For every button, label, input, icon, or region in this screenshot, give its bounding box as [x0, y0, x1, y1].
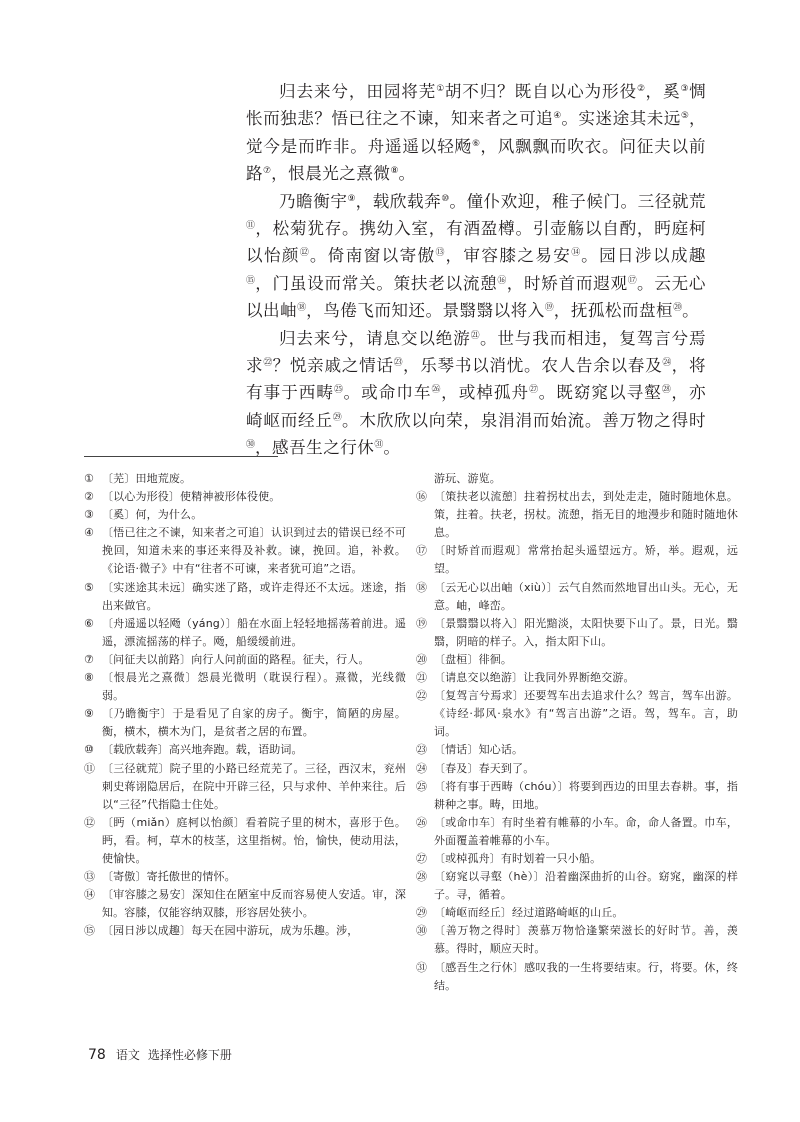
- footnote-marker: ⑤: [680, 111, 689, 122]
- footnote-text: 〔寄傲〕寄托傲世的情怀。: [102, 870, 236, 884]
- footnote-number: ⑥: [84, 616, 95, 630]
- text-segment: ，风飘飘而吹衣。问征夫以前路: [246, 136, 706, 184]
- text-segment: ，审容膝之易安: [445, 246, 572, 266]
- footnote-number: ⑯: [416, 490, 428, 504]
- footnote-number: ⑩: [84, 743, 95, 757]
- footnote-marker: ㉚: [246, 440, 256, 451]
- text-segment: 。: [682, 301, 700, 321]
- text-segment: 归去来兮，田园将芜: [279, 82, 437, 101]
- page-number: 78: [88, 1047, 106, 1063]
- footnote-item: [416, 542, 738, 578]
- footnote-item: [416, 814, 738, 850]
- footnote-marker: ㉑: [470, 330, 480, 341]
- footnote-number: ㉕: [416, 779, 428, 793]
- footnote-item: [416, 868, 738, 904]
- footnote-marker: ⑦: [263, 166, 272, 177]
- page-footer: [88, 1046, 232, 1063]
- footnote-marker: ㉙: [332, 412, 343, 423]
- paragraph-2: [246, 188, 706, 325]
- footnote-marker: ①: [436, 84, 445, 94]
- footnote-item: [84, 741, 406, 759]
- footnote-number: ㉗: [416, 851, 428, 865]
- footnote-marker: ⑧: [390, 166, 399, 177]
- footnote-marker: ⑰: [627, 275, 638, 286]
- footnote-text: 〔舟遥遥以轻飏（yáng）〕船在水面上轻轻地摇荡着前进。遥遥，漂流摇荡的样子。飏，船缓缓前进。: [102, 616, 406, 648]
- text-segment: ，奚: [645, 82, 681, 101]
- footnote-number: ⑭: [84, 888, 96, 902]
- text-segment: 。既窈窕以寻壑: [538, 383, 662, 403]
- text-segment: 。僮仆欢迎，稚子候门。三径就荒: [449, 191, 706, 211]
- footnote-divider: [84, 456, 278, 457]
- footnote-marker: ⑭: [571, 248, 582, 259]
- footnote-item: [416, 760, 738, 778]
- footnote-item: [416, 904, 738, 922]
- footnote-text: 〔云无心以出岫（xiù）〕云气自然而然地冒出山头。无心，无意。岫，峰峦。: [434, 580, 738, 612]
- footnote-number: ㉛: [416, 960, 428, 974]
- footnote-item: [84, 814, 406, 868]
- footnote-marker: ㉗: [529, 385, 539, 396]
- footnote-number: ④: [84, 526, 95, 540]
- text-segment: ，或棹孤舟: [441, 383, 530, 403]
- footnote-marker: ③: [680, 84, 689, 94]
- footnote-number: ㉙: [416, 906, 428, 920]
- footnote-number: ⑮: [84, 924, 96, 938]
- footnote-number: ⑲: [416, 616, 428, 630]
- footnote-marker: ⑫: [299, 248, 310, 259]
- footnote-item: [84, 705, 406, 741]
- footnote-text: 〔眄（miǎn）庭柯以怡颜〕看着院子里的树木，喜形于色。眄，看。柯，草木的枝茎，这里指树。怡，愉快，使动用法，使愉快。: [102, 815, 406, 865]
- footnote-item: [416, 959, 738, 995]
- footnote-marker: ㉓: [393, 358, 403, 369]
- footnote-item: [84, 579, 406, 615]
- footnote-item: [416, 579, 738, 615]
- footnote-number: ①: [84, 472, 95, 485]
- footnote-number: ㉚: [416, 924, 428, 938]
- footnote-text: 〔以心为形役〕使精神被形体役使。: [102, 490, 281, 504]
- footnote-item: [84, 651, 406, 669]
- footnote-item: [416, 850, 738, 868]
- footnote-number: ㉓: [416, 743, 428, 757]
- footnote-number: ⑰: [416, 544, 428, 558]
- footnote-text: 〔问征夫以前路〕向行人问前面的路程。征夫，行人。: [102, 652, 370, 666]
- footnote-number: ㉑: [416, 671, 428, 685]
- text-segment: 。园日涉以成趣: [581, 246, 706, 266]
- footnote-marker: ⑯: [497, 275, 507, 286]
- text-segment: 惆怅而独悲？悟已往之不谏，知来者之可追: [246, 82, 706, 129]
- footnote-marker: ㉒: [263, 358, 273, 369]
- text-segment: 。或命巾车: [343, 383, 432, 403]
- footnote-number: ⑬: [84, 870, 96, 884]
- footnote-item: [416, 778, 738, 814]
- footnote-number: ㉒: [416, 689, 428, 703]
- footnote-text: 〔将有事于西畴（chóu）〕将要到西边的田里去春耕。事，指耕种之事。畴，田地。: [434, 779, 738, 811]
- footnote-text: 〔三径就荒〕院子里的小路已经荒芜了。三径，西汉末，兖州刺史蒋诩隐居后，在院中开辟三径，只与求仲、羊仲来往。后以“三径”代指隐士住处。: [102, 761, 406, 811]
- footnote-item: [84, 886, 406, 922]
- footnote-item: [84, 922, 406, 940]
- footnote-text: 〔乃瞻衡宇〕于是看见了自家的房子。衡宇，简陋的房屋。衡，横木，横木为门，是贫者之居的布置。: [102, 707, 406, 739]
- footnote-text: 〔恨晨光之熹微〕怨晨光微明（耽误行程）。熹微，光线微弱。: [102, 671, 406, 703]
- text-segment: ，觉今是而昨非。舟遥遥以轻飏: [246, 109, 706, 156]
- text-segment: ，亦崎岖而经丘: [246, 383, 707, 430]
- footnote-text: 〔载欣载奔〕高兴地奔跑。载，语助词。: [102, 743, 303, 757]
- text-segment: ？悦亲戚之情话: [272, 356, 394, 376]
- text-segment: 。: [383, 438, 401, 458]
- text-segment: ，时矫首而遐观: [506, 273, 628, 293]
- footnote-text: 〔或棹孤舟〕有时划着一只小船。: [434, 851, 602, 865]
- footnote-marker: ㉕: [333, 385, 344, 396]
- text-segment: 胡不归？既自以心为形役: [444, 82, 637, 101]
- footnote-marker: ㉔: [662, 358, 672, 369]
- footnotes-right-column: [416, 470, 738, 995]
- footnote-number: ㉔: [416, 761, 428, 775]
- footnote-marker: ⑮: [246, 275, 256, 286]
- footnote-number: ㉖: [416, 815, 428, 829]
- footnote-text: 〔奚〕何，为什么。: [102, 508, 203, 522]
- subject-label: 语文: [115, 1048, 140, 1062]
- footnote-number: ⑦: [84, 652, 95, 666]
- text-segment: 。: [398, 164, 416, 184]
- text-segment: 。倚南窗以寄傲: [309, 246, 436, 266]
- paragraph-1: [246, 78, 706, 188]
- footnote-item: [84, 760, 406, 814]
- footnote-item: [416, 488, 738, 542]
- text-segment: ，感吾生之行休: [255, 438, 375, 458]
- footnote-text: 〔情话〕知心话。: [434, 743, 524, 757]
- footnote-text: 〔善万物之得时〕羡慕万物恰逢繁荣滋长的好时节。善，羡慕。得时，顺应天时。: [434, 924, 738, 956]
- footnote-text: 〔复驾言兮焉求〕还要驾车出去追求什么？驾言，驾车出游。《诗经·邶风·泉水》有“驾言出游”之语。驾，驾车。言，助词。: [434, 689, 738, 739]
- text-segment: 。云无心以出岫: [246, 273, 706, 321]
- footnote-marker: ⑱: [297, 303, 307, 314]
- text-segment: ，载欣载奔: [355, 191, 442, 211]
- footnote-item: [416, 651, 738, 669]
- book-title: 选择性必修下册: [147, 1048, 232, 1062]
- main-text: [246, 78, 706, 462]
- footnote-number: ⑱: [416, 580, 428, 594]
- footnote-number: ⑨: [84, 707, 95, 721]
- footnote-item: [84, 524, 406, 578]
- text-segment: ，乐琴书以消忧。农人告余以春及: [402, 356, 663, 376]
- footnote-number: ㉘: [416, 870, 428, 884]
- footnote-marker: ②: [636, 84, 646, 94]
- footnote-number: ⑳: [416, 652, 428, 666]
- footnote-marker: ㉖: [431, 385, 442, 396]
- footnote-marker: ④: [553, 111, 562, 122]
- footnote-item: [416, 741, 738, 759]
- footnote-item: [416, 615, 738, 651]
- footnote-number: ③: [84, 508, 95, 522]
- footnote-continuation: 游玩、游览。: [434, 472, 501, 485]
- text-segment: ，恨晨光之熹微: [271, 164, 391, 184]
- footnote-text: 〔芜〕田地荒废。: [102, 472, 192, 485]
- footnote-marker: ㉘: [661, 385, 672, 396]
- text-segment: ，鸟倦飞而知还。景翳翳以将入: [306, 301, 545, 321]
- footnote-text: 〔审容膝之易安〕深知住在陋室中反而容易使人安适。审，深知。容膝，仅能容纳双膝，形容居处狭小。: [102, 888, 406, 920]
- footnote-marker: ⑳: [673, 303, 683, 314]
- footnote-text: 〔崎岖而经丘〕经过道路崎岖的山丘。: [434, 906, 624, 920]
- footnotes-left-column: [84, 470, 406, 940]
- footnote-item: [84, 615, 406, 651]
- text-segment: 。世与我而相违，复驾言兮焉求: [246, 328, 706, 376]
- footnote-text: 〔悟已往之不谏，知来者之可追〕认识到过去的错误已经不可挽回，知道未来的事还来得及补救。谏，挽回。追，补救。《论语·微子》中有“往者不可谏，来者犹可追”之语。: [102, 526, 406, 576]
- footnote-item: [84, 488, 406, 506]
- footnote-item: [416, 687, 738, 741]
- paragraph-3: [246, 325, 706, 462]
- footnote-marker: ⑬: [435, 248, 446, 259]
- text-segment: 。木欣欣以向荣，泉涓涓而始流。善万物之得时: [342, 410, 706, 430]
- footnote-item: [416, 669, 738, 687]
- footnote-marker: ㉛: [374, 440, 384, 451]
- text-segment: 。实迷途其未远: [561, 109, 681, 129]
- footnote-item: [84, 669, 406, 705]
- footnote-item: [84, 868, 406, 886]
- footnote-text: 〔春及〕春天到了。: [434, 761, 535, 775]
- text-segment: 归去来兮，请息交以绝游: [279, 328, 471, 348]
- footnote-text: 〔景翳翳以将入〕阳光黯淡，太阳快要下山了。景，日光。翳翳，阴暗的样子。入，指太阳下山。: [434, 616, 738, 648]
- text-segment: 乃瞻衡宇: [279, 191, 348, 211]
- footnote-marker: ⑪: [246, 221, 256, 232]
- footnote-marker: ⑲: [544, 303, 554, 314]
- footnote-text: 〔盘桓〕徘徊。: [434, 652, 513, 666]
- footnote-text: 〔园日涉以成趣〕每天在园中游玩，成为乐趣。涉，: [102, 924, 359, 938]
- footnote-marker: ⑥: [471, 138, 481, 149]
- footnote-number: ⑤: [84, 580, 95, 594]
- footnote-text: 〔实迷途其未远〕确实迷了路，或许走得还不太远。迷途，指出来做官。: [102, 580, 406, 612]
- footnote-number: ⑧: [84, 671, 95, 685]
- footnote-number: ②: [84, 490, 95, 504]
- footnote-text: 〔窈窕以寻壑（hè）〕沿着幽深曲折的山谷。窈窕，幽深的样子。寻，循着。: [434, 870, 738, 902]
- footnote-number: ⑪: [84, 761, 96, 775]
- text-segment: ，松菊犹存。携幼入室，有酒盈樽。引壶觞以自酌，眄庭柯以怡颜: [246, 219, 706, 266]
- text-segment: ，抚孤松而盘桓: [553, 301, 674, 321]
- footnote-text: 〔请息交以绝游〕让我同外界断绝交游。: [434, 671, 635, 685]
- text-segment: ，将有事于西畴: [246, 356, 707, 403]
- footnote-marker: ⑨: [347, 193, 356, 204]
- footnote-item: [84, 470, 406, 488]
- footnote-marker: ⑩: [441, 193, 450, 204]
- footnote-text: 〔策扶老以流憩〕拄着拐杖出去，到处走走，随时随地休息。策，拄着。扶老，拐杖。流憩，指无目的地漫步和随时随地休息。: [434, 490, 738, 540]
- footnote-item: [84, 506, 406, 524]
- footnote-text: 〔或命巾车〕有时坐着有帷幕的小车。命，命人备置。巾车，外面覆盖着帷幕的小车。: [434, 815, 738, 847]
- footnote-number: ⑫: [84, 815, 96, 829]
- footnote-item: [416, 922, 738, 958]
- footnote-text: 〔时矫首而遐观〕常常抬起头遥望远方。矫，举。遐观，远望。: [434, 544, 738, 576]
- footnote-text: 〔感吾生之行休〕感叹我的一生将要结束。行，将要。休，终结。: [434, 960, 738, 992]
- text-segment: ，门虽设而常关。策扶老以流憩: [255, 273, 498, 293]
